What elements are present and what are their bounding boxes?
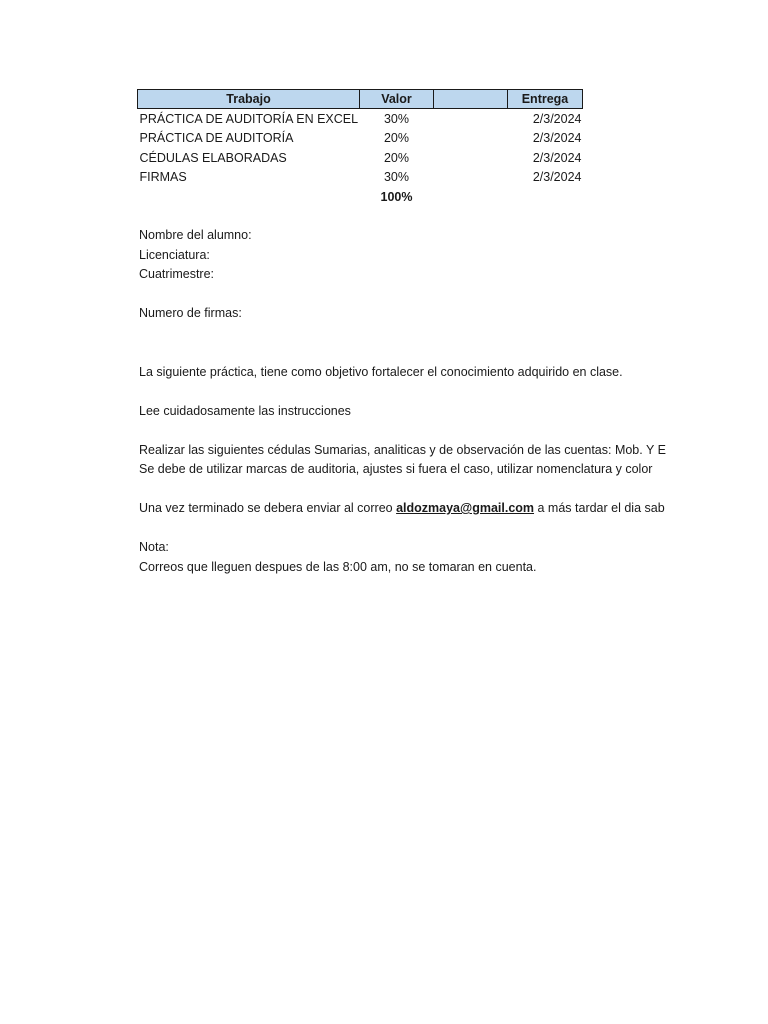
total-value: 100% — [380, 189, 413, 204]
send-text-before: Una vez terminado se debera enviar al correo — [139, 501, 397, 515]
grades-table — [137, 89, 583, 207]
degree-label: Licenciatura: — [139, 247, 210, 262]
cell-empty — [138, 187, 360, 207]
instruction-line-1: Realizar las siguientes cédulas Sumarias, analiticas y de observación de las cuentas: Mob. Y E — [139, 442, 666, 457]
spacer — [137, 285, 768, 305]
spacer — [137, 480, 768, 500]
cell-trabajo: PRÁCTICA DE AUDITORÍA EN EXCEL — [139, 111, 359, 126]
spacer — [137, 207, 768, 227]
spacer — [137, 324, 768, 344]
cell-valor: 20% — [383, 150, 410, 165]
cell-entrega: 2/3/2024 — [532, 150, 582, 165]
student-name-label: Nombre del alumno: — [139, 228, 252, 242]
instruction-line-2: Se debe de utilizar marcas de auditoria, ajustes si fuera el caso, utilizar nomenclatura y color — [139, 462, 653, 476]
cell-entrega: 2/3/2024 — [532, 131, 582, 146]
intro-text: La siguiente práctica, tiene como objetivo fortalecer el conocimiento adquirido en clase. — [139, 364, 623, 379]
send-instruction — [137, 499, 768, 519]
read-instructions-text: Lee cuidadosamente las instrucciones — [139, 403, 351, 418]
signatures-count-label: Numero de firmas: — [139, 306, 242, 320]
cell-valor: 30% — [383, 170, 410, 185]
cell-valor: 30% — [383, 111, 410, 126]
spacer — [137, 382, 768, 402]
header-valor: Valor — [360, 90, 434, 109]
term-label: Cuatrimestre: — [139, 267, 215, 281]
table-header-row — [138, 90, 583, 109]
header-trabajo: Trabajo — [138, 90, 360, 109]
cell-trabajo: PRÁCTICA DE AUDITORÍA — [139, 131, 294, 146]
table-row — [138, 109, 583, 129]
table-row — [138, 168, 583, 188]
note-label: Nota: — [139, 540, 169, 554]
table-row — [138, 129, 583, 149]
email-link[interactable]: aldozmaya@gmail.com — [396, 501, 535, 515]
spacer — [137, 519, 768, 539]
cell-empty — [434, 129, 508, 149]
cell-entrega: 2/3/2024 — [532, 111, 582, 126]
cell-trabajo: FIRMAS — [139, 170, 187, 185]
cell-valor: 20% — [383, 131, 410, 146]
cell-empty — [434, 109, 508, 129]
spacer — [137, 343, 768, 363]
header-empty — [434, 90, 508, 109]
cell-empty — [434, 187, 508, 207]
note-text: Correos que lleguen despues de las 8:00 am, no se tomaran en cuenta. — [139, 559, 537, 574]
send-text-after: a más tardar el dia sab — [534, 501, 665, 515]
cell-empty — [434, 148, 508, 168]
cell-trabajo: CÉDULAS ELABORADAS — [139, 150, 287, 165]
spacer — [137, 421, 768, 441]
cell-empty — [434, 168, 508, 188]
table-row — [138, 148, 583, 168]
header-entrega: Entrega — [508, 90, 583, 109]
spreadsheet-page — [137, 89, 768, 577]
cell-entrega: 2/3/2024 — [532, 170, 582, 185]
cell-empty — [508, 187, 583, 207]
total-row — [138, 187, 583, 207]
